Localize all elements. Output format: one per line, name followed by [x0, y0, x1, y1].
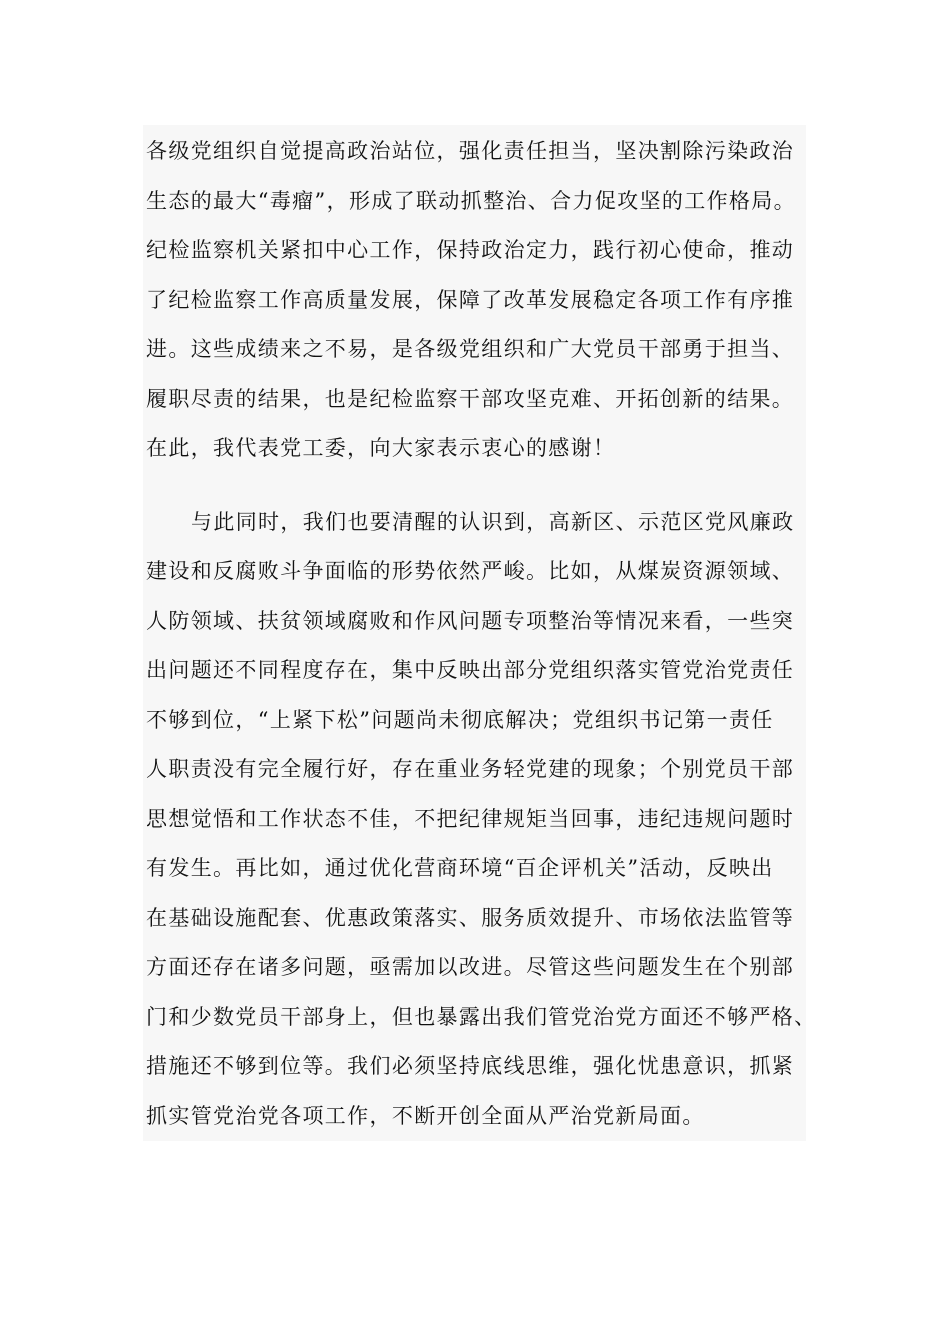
paragraph-2-line-5: 不够到位，“上紧下松”问题尚未彻底解决；党组织书记第一责任: [146, 708, 774, 732]
paragraph-2-line-4: 出问题还不同程度存在，集中反映出部分党组织落实管党治党责任: [146, 658, 795, 682]
paragraph-1-line-5: 进。这些成绩来之不易，是各级党组织和广大党员干部勇于担当、: [146, 337, 795, 361]
paragraph-1-line-3: 纪检监察机关紧扣中心工作，保持政治定力，践行初心使命，推动: [146, 238, 795, 262]
paragraph-2-line-8: 有发生。再比如，通过优化营商环境“百企评机关”活动，反映出: [146, 856, 774, 880]
paragraph-2-line-10: 方面还存在诸多问题，亟需加以改进。尽管这些问题发生在个别部: [146, 955, 795, 979]
paragraph-2-line-13: 抓实管党治党各项工作，不断开创全面从严治党新局面。: [146, 1104, 705, 1128]
paragraph-2-line-2: 建设和反腐败斗争面临的形势依然严峻。比如，从煤炭资源领域、: [146, 559, 795, 583]
paragraph-1-line-2: 生态的最大“毒瘤”，形成了联动抓整治、合力促攻坚的工作格局。: [146, 189, 796, 213]
paragraph-1-line-6: 履职尽责的结果，也是纪检监察干部攻坚克难、开拓创新的结果。: [146, 387, 795, 411]
text-body: [143, 125, 817, 1141]
paragraph-2-line-9: 在基础设施配套、优惠政策落实、服务质效提升、市场依法监管等: [146, 906, 795, 930]
paragraph-2-line-11: 门和少数党员干部身上，但也暴露出我们管党治党方面还不够严格、: [146, 1005, 817, 1029]
paragraph-2-line-12: 措施还不够到位等。我们必须坚持底线思维，强化忧患意识，抓紧: [146, 1054, 795, 1078]
paragraph-2-line-6: 人职责没有完全履行好，存在重业务轻党建的现象；个别党员干部: [146, 757, 795, 781]
paragraph-1-line-1: 各级党组织自觉提高政治站位，强化责任担当，坚决割除污染政治: [146, 139, 795, 163]
paragraph-2-line-7: 思想觉悟和工作状态不佳，不把纪律规矩当回事，违纪违规问题时: [146, 807, 795, 831]
paragraph-2-line-1: 与此同时，我们也要清醒的认识到，高新区、示范区党风廉政: [191, 510, 795, 534]
paragraph-1-line-7: 在此，我代表党工委，向大家表示衷心的感谢！: [146, 436, 616, 460]
paragraph-2-line-3: 人防领域、扶贫领域腐败和作风问题专项整治等情况来看，一些突: [146, 609, 795, 633]
paragraph-1-line-4: 了纪检监察工作高质量发展，保障了改革发展稳定各项工作有序推: [146, 288, 795, 312]
